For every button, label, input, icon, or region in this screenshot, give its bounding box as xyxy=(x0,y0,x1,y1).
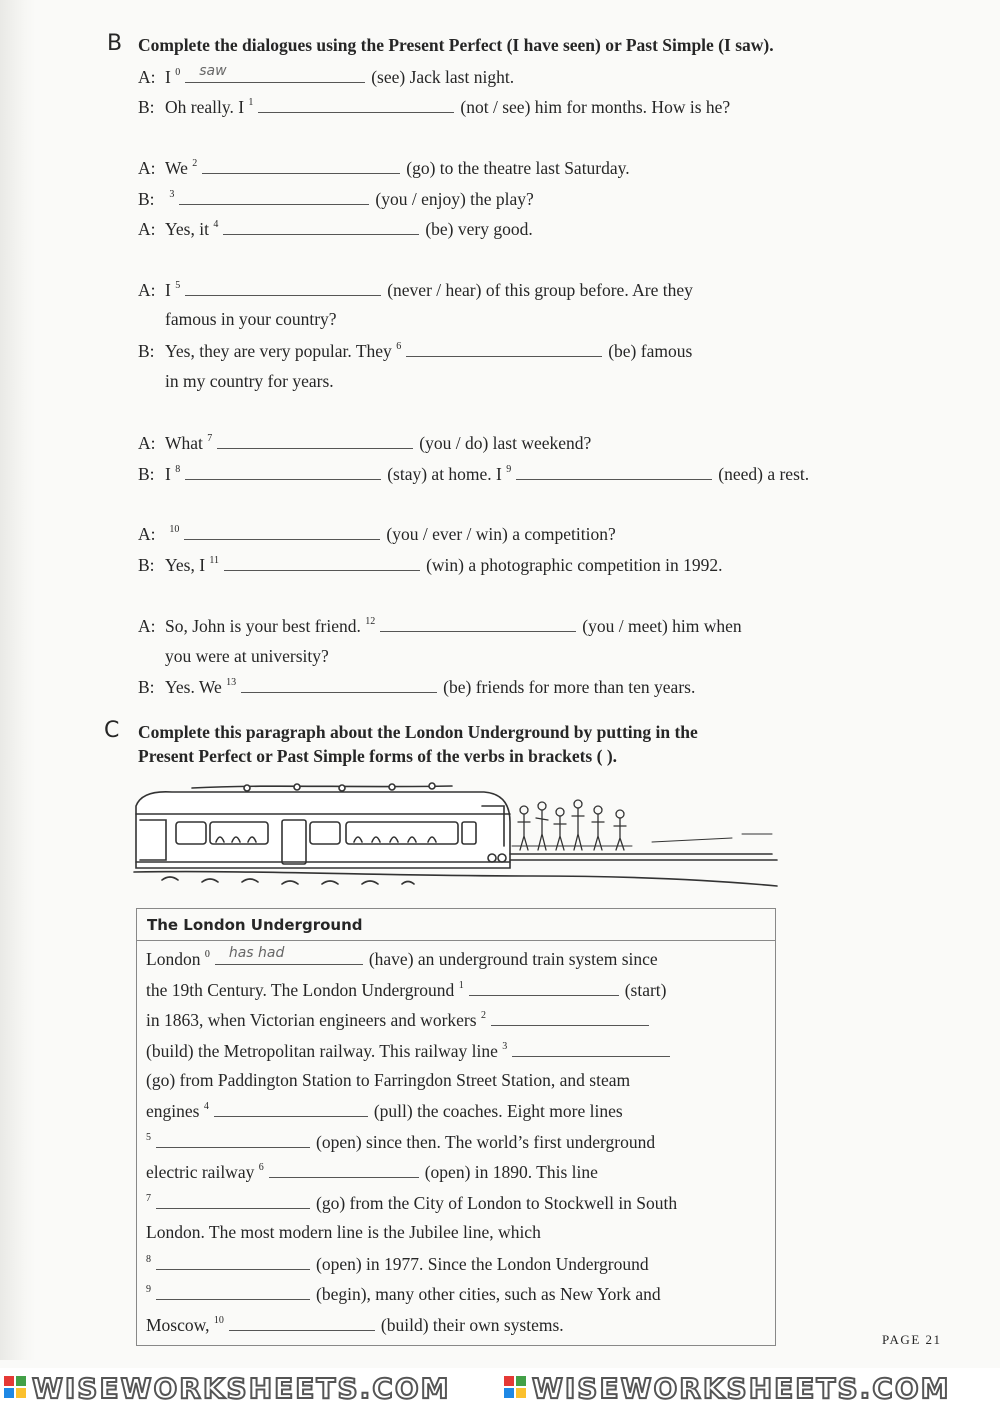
footer-watermark-bar xyxy=(0,1368,1000,1406)
question-number: 6 xyxy=(396,341,402,352)
answer-blank[interactable] xyxy=(179,186,369,205)
speaker-label: B: xyxy=(138,341,155,361)
box-title: The London Underground xyxy=(137,909,775,941)
instruction-text: Complete the dialogues using the Present Perfect (I have seen) or Past Simple (I saw). xyxy=(138,35,774,55)
speaker-label: A: xyxy=(138,616,156,636)
verb-prompt: (be) very good. xyxy=(425,219,533,239)
question-number: 12 xyxy=(365,616,376,627)
question-number: 6 xyxy=(258,1162,264,1173)
answer-blank[interactable] xyxy=(214,1098,368,1117)
question-number: 9 xyxy=(506,464,512,475)
answer-text: has had xyxy=(228,945,285,961)
answer-blank[interactable] xyxy=(229,1312,375,1331)
line-text: Moscow, xyxy=(146,1315,210,1335)
speaker-label: A: xyxy=(138,158,156,178)
answer-blank[interactable] xyxy=(217,430,413,449)
verb-prompt: (win) a photographic competition in 1992. xyxy=(426,555,723,575)
paragraph-line xyxy=(146,1068,630,1092)
answer-blank[interactable] xyxy=(469,977,619,996)
verb-prompt: (open) in 1890. This line xyxy=(424,1162,598,1182)
answer-blank[interactable] xyxy=(512,1038,670,1057)
line-text: in 1863, when Victorian engineers and workers xyxy=(146,1010,477,1030)
question-number: 1 xyxy=(248,97,254,108)
line-text: I xyxy=(165,464,171,484)
paragraph-line xyxy=(146,1007,655,1031)
answer-blank[interactable] xyxy=(215,946,363,965)
answer-blank[interactable] xyxy=(184,521,380,540)
question-number: 8 xyxy=(175,464,181,475)
paragraph-line xyxy=(146,1098,623,1122)
verb-prompt: (go) from the City of London to Stockwell in South xyxy=(316,1193,678,1213)
section-c-instruction-line-2: Present Perfect or Past Simple forms of the verbs in brackets ( ). xyxy=(138,746,618,766)
line-text: (go) from Paddington Station to Farringdon Street Station, and steam xyxy=(146,1070,631,1090)
answer-blank[interactable] xyxy=(202,155,400,174)
verb-prompt: (open) since then. The world’s first underground xyxy=(316,1132,656,1152)
answer-blank[interactable] xyxy=(185,461,381,480)
line-text: London. The most modern line is the Jubilee line, which xyxy=(146,1222,541,1242)
speaker-label: A: xyxy=(138,433,156,453)
answer-blank[interactable] xyxy=(380,613,576,632)
question-number: 0 xyxy=(175,67,181,78)
verb-prompt: (open) in 1977. Since the London Underground xyxy=(316,1254,649,1274)
answer-blank[interactable] xyxy=(156,1251,310,1270)
speaker-label: B: xyxy=(138,555,155,575)
answer-blank[interactable] xyxy=(269,1159,419,1178)
line-text: (build) the Metropolitan railway. This railway line xyxy=(146,1041,498,1061)
paragraph-line xyxy=(146,946,658,970)
paragraph-line xyxy=(146,1220,541,1244)
dialogue-line xyxy=(138,430,591,454)
section-b-instruction xyxy=(138,35,774,56)
question-number: 4 xyxy=(213,219,219,230)
answer-blank[interactable] xyxy=(491,1007,649,1026)
verb-prompt: (not / see) him for months. How is he? xyxy=(460,97,731,117)
dialogue-line xyxy=(138,644,329,668)
question-number: 10 xyxy=(169,524,180,535)
answer-text: saw xyxy=(199,63,227,79)
line-text: engines xyxy=(146,1101,200,1121)
speaker-label: B: xyxy=(138,677,155,697)
verb-prompt: (start) xyxy=(624,980,667,1000)
answer-blank[interactable] xyxy=(223,216,419,235)
dialogue-line xyxy=(138,277,693,301)
question-number: 5 xyxy=(175,280,181,291)
binding-edge xyxy=(0,0,36,1360)
answer-blank[interactable] xyxy=(224,552,420,571)
verb-prompt: (be) famous xyxy=(608,341,693,361)
paragraph-line xyxy=(146,1159,598,1183)
line-text: London xyxy=(146,949,201,969)
line-text: I xyxy=(165,67,171,87)
logo-icon xyxy=(4,1376,26,1398)
question-number: 13 xyxy=(226,677,237,688)
answer-blank[interactable] xyxy=(258,94,454,113)
section-c-instruction-line-1: Complete this paragraph about the London Underground by putting in the xyxy=(138,722,698,742)
question-number: 9 xyxy=(146,1284,151,1295)
question-number: 5 xyxy=(146,1132,151,1143)
dialogue-line xyxy=(138,461,809,485)
question-number: 4 xyxy=(203,1101,209,1112)
line-text: in my country for years. xyxy=(165,371,334,391)
watermark-text: WISEWORKSHEETS.COM xyxy=(532,1372,951,1405)
verb-prompt: (you / enjoy) the play? xyxy=(375,189,534,209)
answer-blank[interactable] xyxy=(406,338,602,357)
paragraph-line xyxy=(146,977,666,1001)
logo-icon xyxy=(504,1376,526,1398)
line-text: the 19th Century. The London Underground xyxy=(146,980,455,1000)
verb-prompt: (begin), many other cities, such as New York and xyxy=(316,1284,661,1304)
answer-blank[interactable] xyxy=(241,674,437,693)
verb-prompt: (be) friends for more than ten years. xyxy=(443,677,696,697)
speaker-label: B: xyxy=(138,464,155,484)
verb-prompt: (see) Jack last night. xyxy=(371,67,515,87)
line-text: electric railway xyxy=(146,1162,255,1182)
verb-prompt: (build) their own systems. xyxy=(380,1315,564,1335)
answer-blank[interactable] xyxy=(185,277,381,296)
line-text: So, John is your best friend. xyxy=(165,616,361,636)
paragraph-line xyxy=(146,1281,661,1305)
answer-blank[interactable] xyxy=(156,1190,310,1209)
underground-train-illustration xyxy=(132,776,782,894)
line-text: Yes. We xyxy=(165,677,222,697)
speaker-label: B: xyxy=(138,97,155,117)
answer-blank[interactable] xyxy=(185,64,365,83)
dialogue-line xyxy=(138,369,334,393)
dialogue-line xyxy=(138,552,723,576)
verb-prompt: (you / do) last weekend? xyxy=(419,433,592,453)
dialogue-line xyxy=(138,307,337,331)
answer-blank[interactable] xyxy=(156,1129,310,1148)
london-underground-box xyxy=(136,908,776,1346)
dialogue-line xyxy=(138,338,692,362)
verb-prompt: (pull) the coaches. Eight more lines xyxy=(373,1101,623,1121)
question-number: 8 xyxy=(146,1254,151,1265)
section-b-letter: B xyxy=(107,31,123,56)
speaker-label: A: xyxy=(138,280,156,300)
question-number: 3 xyxy=(502,1041,508,1052)
verb-prompt: (stay) at home. I xyxy=(387,464,502,484)
line-text: famous in your country? xyxy=(165,309,337,329)
question-number: 10 xyxy=(213,1315,224,1326)
speaker-label: B: xyxy=(138,189,155,209)
question-number: 2 xyxy=(192,158,198,169)
speaker-label: A: xyxy=(138,67,156,87)
question-number: 0 xyxy=(204,949,210,960)
dialogue-line xyxy=(138,613,742,637)
verb-prompt: (have) an underground train system since xyxy=(368,949,658,969)
question-number: 7 xyxy=(146,1193,151,1204)
dialogue-line xyxy=(138,674,695,698)
verb-prompt: (you / ever / win) a competition? xyxy=(386,524,616,544)
speaker-label: A: xyxy=(138,219,156,239)
line-text: I xyxy=(165,280,171,300)
line-text: Yes, they are very popular. They xyxy=(165,341,392,361)
paragraph-line xyxy=(146,1129,655,1153)
question-number: 3 xyxy=(169,189,175,200)
page-number: PAGE 21 xyxy=(882,1332,942,1347)
question-number: 1 xyxy=(458,980,464,991)
dialogue-line xyxy=(138,94,730,118)
verb-prompt: (need) a rest. xyxy=(718,464,810,484)
verb-prompt: (go) to the theatre last Saturday. xyxy=(406,158,630,178)
line-text: Yes, it xyxy=(165,219,209,239)
paragraph-line xyxy=(146,1190,677,1214)
verb-prompt: (never / hear) of this group before. Are they xyxy=(387,280,693,300)
dialogue-line xyxy=(138,186,534,210)
speaker-label: A: xyxy=(138,524,156,544)
paragraph-line xyxy=(146,1251,649,1275)
question-number: 11 xyxy=(209,555,220,566)
answer-blank[interactable] xyxy=(516,461,712,480)
line-text: Yes, I xyxy=(165,555,206,575)
paragraph-line xyxy=(146,1312,564,1336)
dialogue-line xyxy=(138,155,630,179)
section-c-letter: C xyxy=(104,718,120,743)
question-number: 2 xyxy=(480,1010,486,1021)
line-text: Oh really. I xyxy=(165,97,245,117)
dialogue-line xyxy=(138,64,514,88)
paragraph-line xyxy=(146,1038,676,1062)
line-text: We xyxy=(165,158,188,178)
verb-prompt: (you / meet) him when xyxy=(582,616,742,636)
answer-blank[interactable] xyxy=(156,1281,310,1300)
question-number: 7 xyxy=(207,433,213,444)
dialogue-line xyxy=(138,216,533,240)
dialogue-line xyxy=(138,521,616,545)
watermark-text: WISEWORKSHEETS.COM xyxy=(32,1372,451,1405)
line-text: you were at university? xyxy=(165,646,329,666)
line-text: What xyxy=(165,433,203,453)
